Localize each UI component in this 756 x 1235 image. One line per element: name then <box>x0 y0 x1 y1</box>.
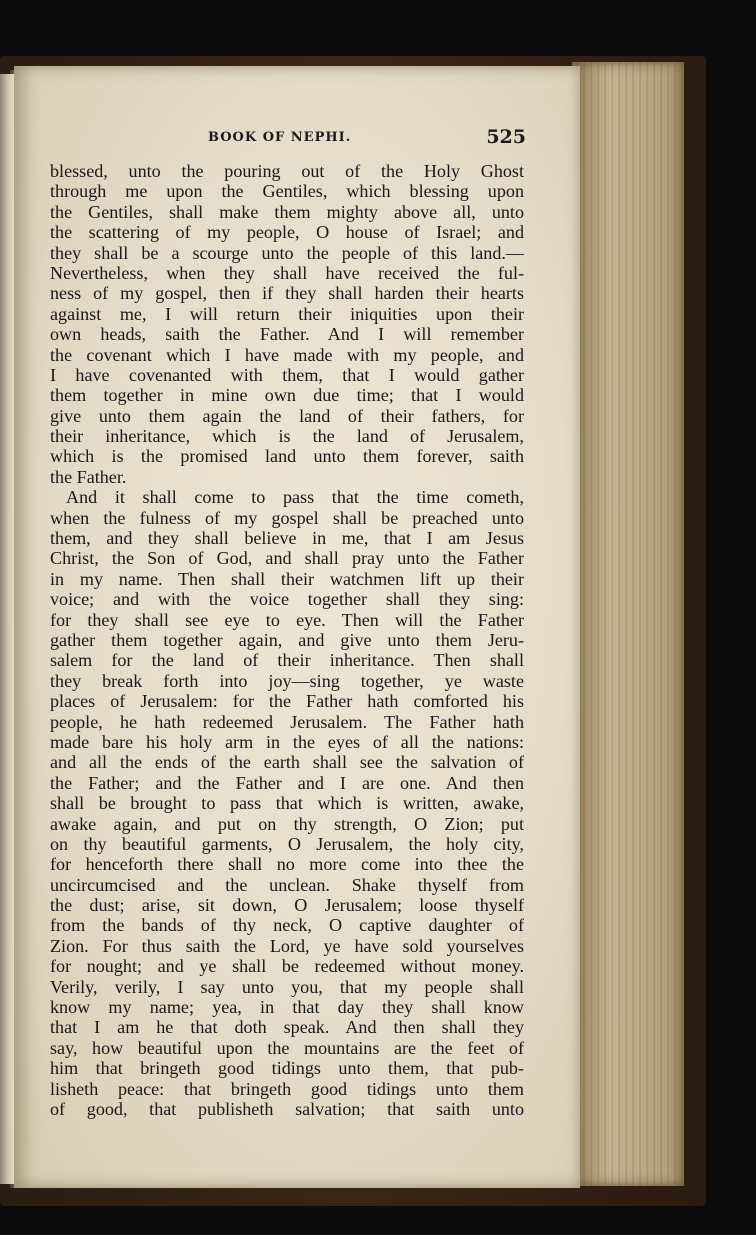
page-number: 525 <box>486 126 526 148</box>
text-line: people, he hath redeemed Jerusalem. The Father hath <box>50 711 524 732</box>
text-line: salem for the land of their inheritance. Then shall <box>50 650 524 671</box>
text-line: Verily, verily, I say unto you, that my people shall <box>50 976 524 997</box>
text-line: him that bringeth good tidings unto them, that pub- <box>50 1058 524 1079</box>
text-line: know my name; yea, in that day they shall know <box>50 997 524 1018</box>
text-line: them, and they shall believe in me, that I am Jesus <box>50 528 524 549</box>
text-line: through me upon the Gentiles, which blessing upon <box>50 181 524 202</box>
text-line: for nought; and ye shall be redeemed without money. <box>50 956 524 977</box>
text-line: the Gentiles, shall make them mighty above all, unto <box>50 201 524 222</box>
text-line: lisheth peace: that bringeth good tidings unto them <box>50 1078 524 1099</box>
text-line: from the bands of thy neck, O captive daughter of <box>50 915 524 936</box>
text-line: they break forth into joy—sing together, ye waste <box>50 670 524 691</box>
text-line: the covenant which I have made with my people, and <box>50 344 524 365</box>
text-line: on thy beautiful garments, O Jerusalem, the holy city, <box>50 833 524 854</box>
text-line: shall be brought to pass that which is written, awake, <box>50 793 524 814</box>
text-line: blessed, unto the pouring out of the Holy Ghost <box>50 161 524 181</box>
text-line: and all the ends of the earth shall see the salvation of <box>50 752 524 773</box>
text-line: which is the promised land unto them forever, saith <box>50 446 524 467</box>
text-line: ness of my gospel, then if they shall harden their hearts <box>50 283 524 304</box>
text-line: own heads, saith the Father. And I will remember <box>50 324 524 345</box>
text-line: for they shall see eye to eye. Then will the Father <box>50 609 524 630</box>
text-line: that I am he that doth speak. And then shall they <box>50 1017 524 1038</box>
text-line: the scattering of my people, O house of Israel; and <box>50 222 524 243</box>
text-line: against me, I will return their iniquities upon their <box>50 303 524 324</box>
text-line: for henceforth there shall no more come into thee the <box>50 854 524 875</box>
text-line: the Father. <box>50 466 127 487</box>
text-line: the Father; and the Father and I are one. And then <box>50 772 524 793</box>
text-line: gather them together again, and give unto them Jeru- <box>50 629 524 650</box>
text-line: when the fulness of my gospel shall be preached unto <box>50 507 524 528</box>
text-line: their inheritance, which is the land of Jerusalem, <box>50 426 524 447</box>
running-head: BOOK OF NEPHI. <box>208 130 352 145</box>
text-line: And it shall come to pass that the time cometh, <box>66 487 524 508</box>
text-line: them together in mine own due time; that I would <box>50 385 524 406</box>
text-line: the dust; arise, sit down, O Jerusalem; loose thyself <box>50 895 524 916</box>
page-header <box>48 126 528 152</box>
text-line: voice; and with the voice together shall they sing: <box>50 589 524 610</box>
text-line: they shall be a scourge unto the people of this land.— <box>50 242 524 263</box>
text-line: say, how beautiful upon the mountains are the feet of <box>50 1037 524 1058</box>
text-line: of good, that publisheth salvation; that saith unto <box>50 1098 524 1119</box>
text-line: awake again, and put on thy strength, O Zion; put <box>50 813 524 834</box>
body-text <box>50 161 524 1119</box>
text-line: give unto them again the land of their fathers, for <box>50 405 524 426</box>
text-line: places of Jerusalem: for the Father hath comforted his <box>50 691 524 712</box>
text-line: made bare his holy arm in the eyes of all the nations: <box>50 731 524 752</box>
text-line: uncircumcised and the unclean. Shake thyself from <box>50 874 524 895</box>
text-line: I have covenanted with them, that I would gather <box>50 364 524 385</box>
text-line: Nevertheless, when they shall have received the ful- <box>50 262 524 283</box>
text-line: in my name. Then shall their watchmen lift up their <box>50 568 524 589</box>
text-line: Christ, the Son of God, and shall pray unto the Father <box>50 548 524 569</box>
text-line: Zion. For thus saith the Lord, ye have sold yourselves <box>50 935 524 956</box>
page-block-shading <box>572 62 684 1186</box>
left-page-edge <box>0 74 14 1184</box>
